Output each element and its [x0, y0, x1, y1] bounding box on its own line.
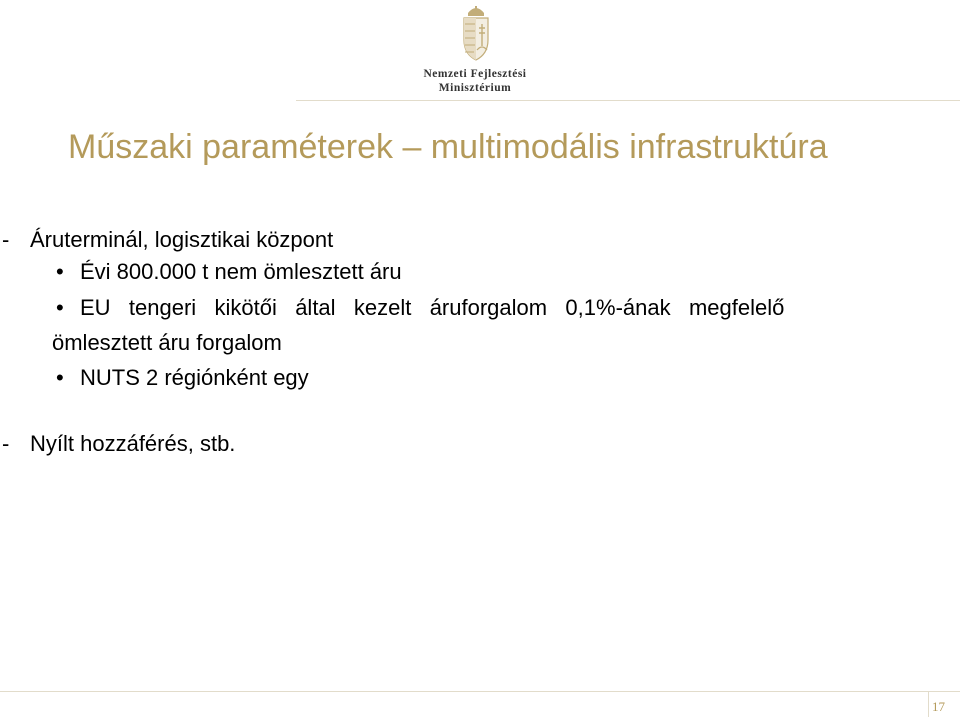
bullet-text: NUTS 2 régiónként egy	[80, 365, 309, 390]
bullet-icon: •	[56, 295, 64, 320]
bullet-icon: •	[56, 365, 64, 390]
list-item-text: Áruterminál, logisztikai központ	[30, 227, 334, 252]
ministry-logo	[415, 6, 535, 94]
footer-separator	[928, 691, 929, 717]
list-item-text: Nyílt hozzáférés, stb.	[30, 431, 236, 456]
bullet-text: EU tengeri kikötői által kezelt áruforgalom 0,1%-ának megfelelő	[80, 295, 785, 320]
coat-of-arms-icon	[461, 6, 491, 64]
bullet-text-continuation: ömlesztett áru forgalom	[52, 330, 282, 355]
dash-marker: -	[2, 431, 10, 456]
header-divider	[296, 100, 960, 101]
bullet-text: Évi 800.000 t nem ömlesztett áru	[80, 259, 402, 284]
org-name-line1: Nemzeti Fejlesztési	[423, 68, 527, 80]
page-number: 17	[932, 699, 945, 714]
dash-marker: -	[2, 227, 10, 252]
slide-title: Műszaki paraméterek – multimodális infrastruktúra	[68, 128, 828, 166]
bullet-icon: •	[56, 259, 64, 284]
org-name-line2: Minisztérium	[438, 82, 512, 94]
footer-divider	[0, 691, 960, 692]
